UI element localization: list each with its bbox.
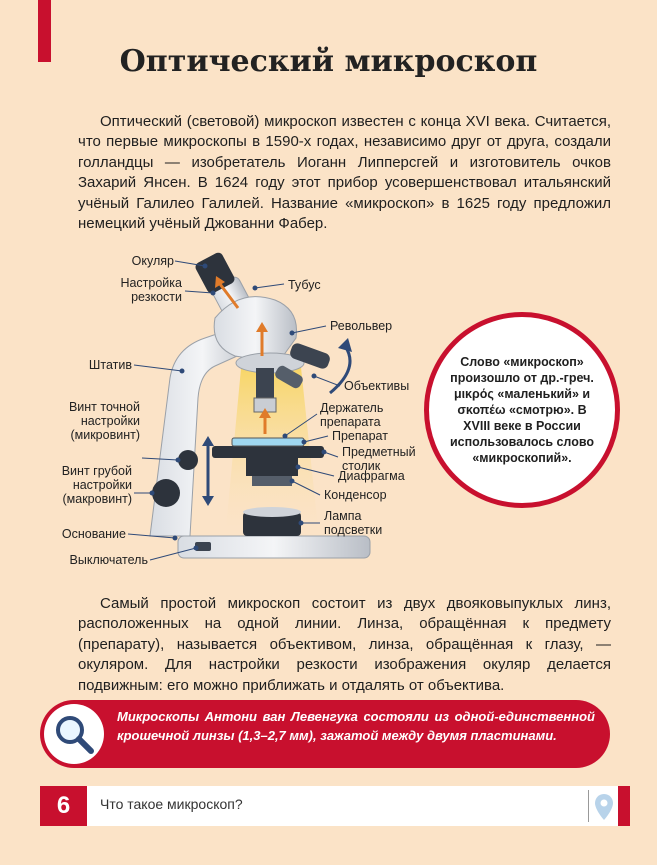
label-revolver: Револьвер bbox=[330, 319, 393, 333]
label-base: Основание bbox=[61, 527, 126, 541]
footer-title: Что такое микроскоп? bbox=[100, 796, 243, 812]
specimen-shape bbox=[232, 438, 304, 446]
diaphragm-shape bbox=[246, 458, 298, 476]
label-fine-screw: Винт точной настройки (микровинт) bbox=[68, 400, 140, 442]
etymology-text: Слово «микроскоп» произошло от др.-греч. μικρός «маленький» и σκοπέω «смотрю». В XVIII веке в России использовалось слово «микроскопий». bbox=[449, 355, 595, 465]
coarse-screw-shape bbox=[152, 479, 180, 507]
footer-divider bbox=[588, 790, 589, 822]
label-eyepiece: Окуляр bbox=[131, 254, 174, 268]
label-specimen: Препарат bbox=[332, 429, 388, 443]
stage-shape bbox=[212, 446, 324, 458]
label-objectives: Объективы bbox=[344, 379, 410, 393]
label-condenser: Конденсор bbox=[324, 488, 387, 502]
condenser-shape bbox=[252, 476, 292, 486]
location-pin-icon bbox=[594, 793, 614, 826]
magnifier-badge bbox=[44, 704, 104, 764]
lamp-top bbox=[243, 507, 301, 517]
label-focus: Настройка резкости bbox=[120, 276, 182, 304]
label-coarse-screw: Винт грубой настройки (макровинт) bbox=[61, 464, 132, 506]
label-holder: Держатель препарата bbox=[320, 401, 384, 429]
footer-accent bbox=[618, 786, 630, 826]
intro-paragraph: Оптический (световой) микроскоп известен с конца XVI века. Считается, что первые микроскопы в 1590-х годах, независимо друг от друга, создали голландцы — изобретатель Иоганн Липперсгей и изготовитель очков Захарий Янсен. В 1624 году этот прибор усовершенствовал итальянский учёный Галилео Галилей. Название «микроскоп» в 1625 году предложил немецкий учёный Джованни Фабер. bbox=[78, 113, 611, 233]
magnifier-icon bbox=[44, 704, 104, 764]
callout-text: Микроскопы Антони ван Левенгука состояли из одной-единственной крошечной линзы (1,3–2,7 мм), зажатой между двумя пластинами. bbox=[117, 709, 595, 743]
page-number: 6 bbox=[40, 786, 87, 826]
label-switch: Выключатель bbox=[69, 553, 148, 567]
label-tube: Тубус bbox=[288, 278, 321, 292]
label-lamp: Лампа подсветки bbox=[324, 509, 383, 537]
label-stand: Штатив bbox=[88, 358, 132, 372]
label-stage: Предметный столик bbox=[342, 445, 416, 473]
label-diaphragm: Диафрагма bbox=[338, 469, 405, 483]
page-title: Оптический микроскоп bbox=[119, 44, 538, 79]
etymology-note bbox=[424, 312, 620, 508]
fine-screw-shape bbox=[178, 450, 198, 470]
body-paragraph: Самый простой микроскоп состоит из двух двояковыпуклых линз, расположенных на одной линии. Линза, обращённая к предмету (препарату), называется объективом, линза, обращённая к глазу, — окуляром. Для настройки резкости изображения окуляр делается подвижным: его можно приближать и отдалять от объектива. bbox=[78, 595, 611, 694]
